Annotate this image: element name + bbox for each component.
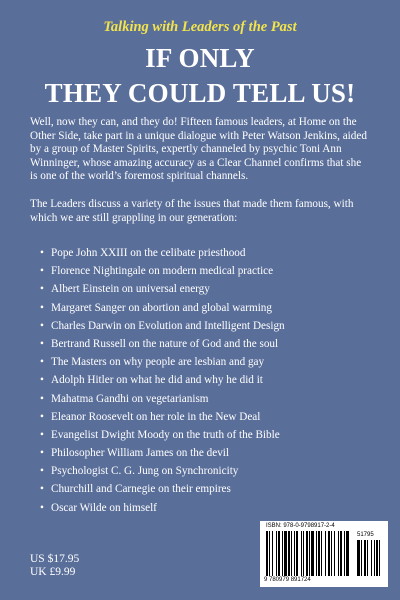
list-item-text: Florence Nightingale on modern medical practice — [51, 265, 274, 278]
barcode-bar — [379, 540, 380, 576]
barcode-bar — [334, 531, 335, 576]
bullet-icon: • — [40, 410, 44, 423]
isbn-barcode — [260, 521, 388, 587]
list-item — [40, 374, 370, 392]
bullet-icon: • — [40, 483, 44, 496]
list-item — [40, 302, 370, 320]
topics-list — [40, 247, 370, 520]
barcode-bar — [284, 531, 287, 576]
list-item-text: Mahatma Gandhi on vegetarianism — [51, 392, 209, 405]
barcode-bar — [303, 531, 304, 576]
barcode-bar — [296, 531, 298, 576]
barcode-bar — [371, 540, 372, 576]
barcode-bar — [309, 531, 310, 576]
barcode-bar — [269, 531, 270, 576]
barcode-bar — [374, 540, 375, 576]
list-item-text: Eleanor Roosevelt on her role in the New Deal — [51, 410, 261, 423]
bullet-icon: • — [40, 447, 44, 460]
second-paragraph: The Leaders discuss a variety of the issues that made them famous, with which we are still grappling in our generation: — [30, 198, 354, 224]
list-item — [40, 265, 370, 283]
barcode-bar — [376, 540, 378, 576]
list-item — [40, 502, 370, 520]
barcode-bar — [338, 531, 339, 576]
bullet-icon: • — [40, 501, 44, 514]
headline-line-1: IF ONLY — [145, 43, 255, 73]
barcode-bar — [321, 531, 322, 576]
barcode-bar — [288, 531, 290, 576]
list-item-text: Pope John XXIII on the celibate priesthood — [51, 247, 246, 259]
list-item-text: Psychologist C. G. Jung on Synchronicity — [51, 465, 239, 478]
barcode-bar — [301, 531, 302, 576]
barcode-bar — [331, 531, 332, 576]
barcode-bar — [344, 531, 345, 576]
barcode-bar — [282, 531, 283, 576]
bullet-icon: • — [40, 465, 44, 478]
barcode-bar — [361, 540, 362, 576]
list-item — [40, 447, 370, 465]
list-item-text: Philosopher William James on the devil — [51, 447, 230, 460]
barcode-bar — [278, 531, 280, 576]
bullet-icon: • — [40, 283, 44, 296]
bullet-icon: • — [40, 374, 44, 387]
barcode-bar — [367, 540, 368, 576]
barcode-bar — [306, 531, 308, 576]
list-item-text: Margaret Sanger on abortion and global warming — [51, 301, 272, 314]
list-item — [40, 356, 370, 374]
bullet-icon: • — [40, 428, 44, 441]
series-line: Talking with Leaders of the Past — [103, 19, 297, 35]
bullet-icon: • — [40, 337, 44, 350]
barcode-bar — [266, 531, 268, 576]
bullet-icon: • — [40, 319, 44, 332]
barcode-bar — [328, 531, 330, 576]
list-item-text: Churchill and Carnegie on their empires — [51, 483, 231, 496]
barcode-bar — [318, 531, 320, 576]
intro-paragraph: Well, now they can, and they do! Fifteen famous leaders, at Home on the Other Side, take part in a unique dialogue with Peter Watson Jenkins, aided by a group of Master Spirits, expertly channeled by psychic Toni Ann Winninger, whose amazing accuracy as a Clear Channel confirms that she is one of the world’s foremost spiritual channels. — [30, 116, 367, 183]
list-item-text: Oscar Wilde on himself — [51, 501, 157, 514]
bullet-icon: • — [40, 301, 44, 314]
list-item — [40, 411, 370, 429]
list-item — [40, 283, 370, 301]
list-item-text: The Masters on why people are lesbian and gay — [51, 356, 265, 369]
barcode-bar — [346, 531, 349, 576]
list-item-text: Charles Darwin on Evolution and Intelligent Design — [51, 319, 285, 332]
bullet-icon: • — [40, 265, 44, 278]
list-item — [40, 465, 370, 483]
price-us: US $17.95 — [30, 553, 80, 565]
list-item — [40, 483, 370, 501]
bullet-icon: • — [40, 247, 44, 259]
list-item-text: Evangelist Dwight Moody on the truth of the Bible — [51, 428, 280, 441]
list-item — [40, 393, 370, 411]
list-item — [40, 247, 370, 265]
barcode-bar — [294, 531, 295, 576]
list-item-text: Adolph Hitler on what he did and why he did it — [51, 374, 263, 387]
list-item — [40, 429, 370, 447]
price-uk: UK £9.99 — [30, 566, 76, 578]
barcode-bar — [276, 531, 277, 576]
barcode-bar — [340, 531, 342, 576]
price-code: 51795 — [357, 532, 374, 538]
barcode-bar — [311, 531, 314, 576]
barcode-bar — [272, 531, 273, 576]
headline-line-2: THEY COULD TELL US! — [44, 78, 356, 108]
list-item-text: Albert Einstein on universal energy — [51, 283, 210, 296]
list-item — [40, 338, 370, 356]
barcode-bar — [291, 531, 292, 576]
barcode-bar — [364, 540, 366, 576]
barcode-number: 9 780979 891724 — [264, 577, 311, 583]
bullet-icon: • — [40, 392, 44, 405]
isbn-label: ISBN: 978-0-9798917-2-4 — [266, 523, 335, 529]
barcode-bar — [325, 531, 326, 576]
barcode-bar — [357, 540, 360, 576]
list-item — [40, 320, 370, 338]
bullet-icon: • — [40, 356, 44, 369]
barcode-bar — [316, 531, 317, 576]
list-item-text: Bertrand Russell on the nature of God and the soul — [51, 337, 279, 350]
